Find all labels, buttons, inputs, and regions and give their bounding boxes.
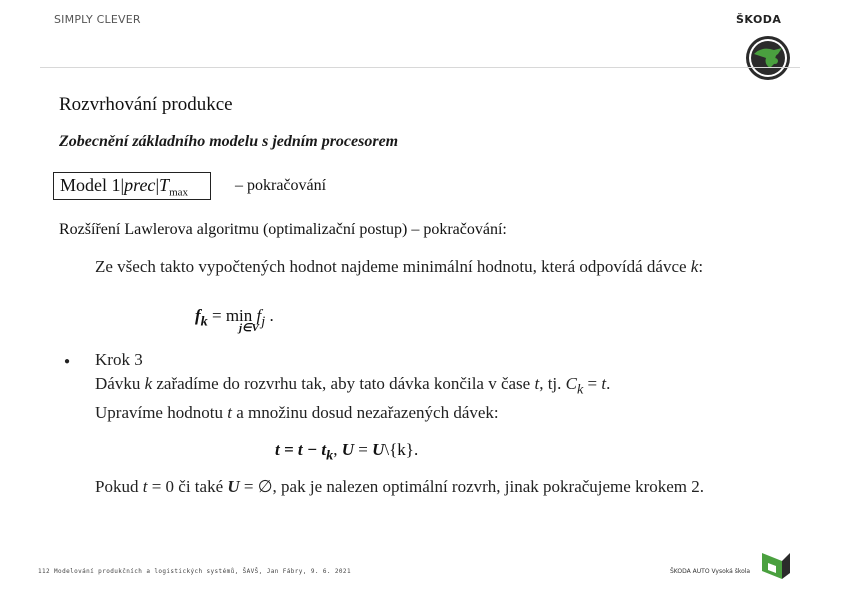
slide-subtitle: Zobecnění základního modelu s jedním procesorem <box>59 133 399 150</box>
paragraph-step3 <box>95 348 760 425</box>
skoda-logo-icon <box>744 34 792 82</box>
bullet-icon: ● <box>64 356 71 367</box>
extension-heading: Rozšíření Lawlerova algoritmu (optimalizační postup) – pokračování: <box>59 221 507 238</box>
brand-name: ŠKODA <box>736 13 782 26</box>
paragraph-min-value: Ze všech takto vypočtených hodnot najdeme minimální hodnotu, která odpovídá dávce k: <box>95 257 704 276</box>
paragraph-termination: Pokud t = 0 či také U = ∅, pak je nalezen optimální rozvrh, jinak pokračujeme krokem 2. <box>95 477 705 496</box>
footer-text: 112 Modelování produkčních a logistických systémů, ŠAVŠ, Jan Fábry, 9. 6. 2021 <box>38 568 351 575</box>
formula-min: $f_k = \min f_j$ . j∈V <box>195 306 274 334</box>
step3-line1: Dávku k zařadíme do rozvrhu tak, aby tato dávka končila v čase t, tj. $C_k = t$. <box>95 374 611 398</box>
formula-update: $t = t - t_k$, U = U\{k}. <box>275 440 419 464</box>
continuation-label: – pokračování <box>235 177 327 194</box>
formula-limit: j∈V <box>239 322 259 334</box>
tagline: SIMPLY CLEVER <box>54 13 141 26</box>
footer-brand: ŠKODA AUTO Vysoká škola <box>670 568 751 575</box>
school-logo-icon <box>760 549 792 581</box>
model-label: Model $1|prec|T_{max}$ <box>60 175 189 199</box>
header-divider <box>40 67 800 68</box>
slide-title: Rozvrhování produkce <box>59 94 233 115</box>
step3-line2: Upravíme hodnotu t a množinu dosud nezařazených dávek: <box>95 403 499 423</box>
step-title: Krok 3 <box>95 350 143 369</box>
